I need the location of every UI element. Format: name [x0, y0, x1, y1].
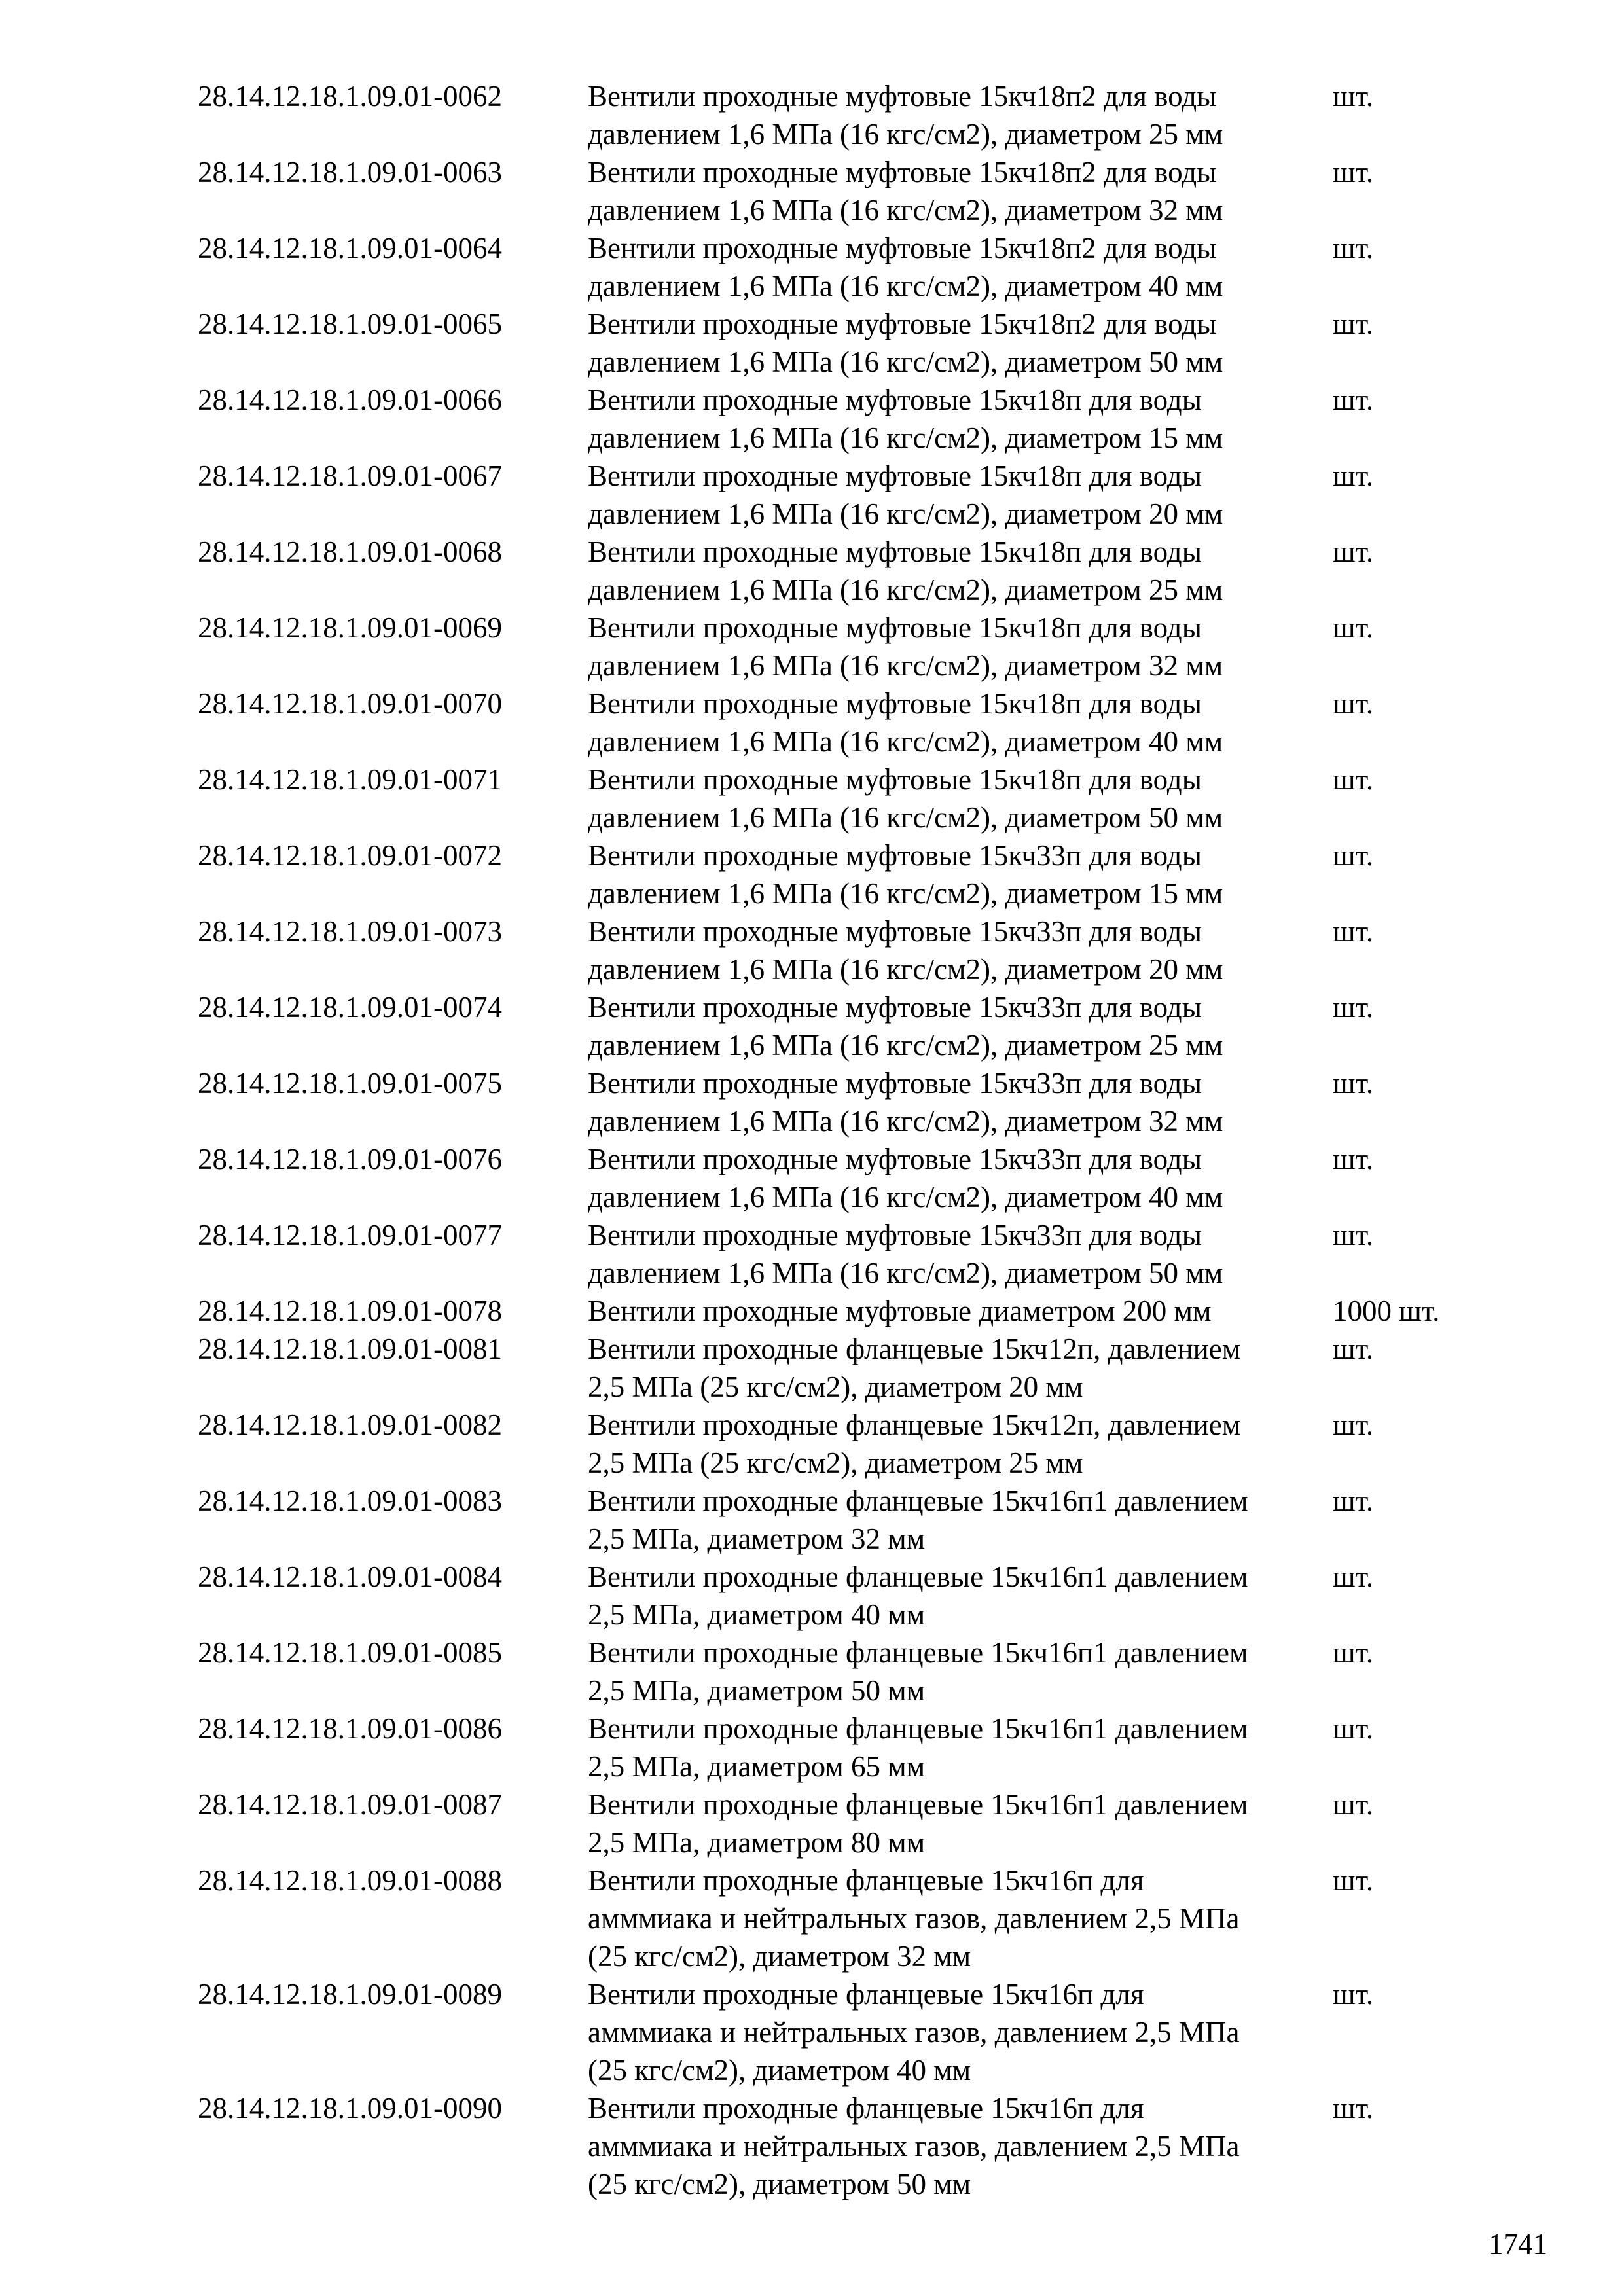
- table-row: [198, 1064, 1507, 1140]
- price-list-table: [198, 77, 1507, 2203]
- table-row: [198, 153, 1507, 229]
- table-row: [198, 609, 1507, 685]
- table-row: [198, 229, 1507, 305]
- table-row: [198, 1330, 1507, 1406]
- item-code: 28.14.12.18.1.09.01-0068: [198, 535, 502, 568]
- item-code: 28.14.12.18.1.09.01-0064: [198, 232, 502, 264]
- item-description: Вентили проходные муфтовые 15кч18п2 для воды давлением 1,6 МПа (16 кгс/см2), диаметром 50 мм: [588, 308, 1223, 378]
- item-description: Вентили проходные фланцевые 15кч16п1 давлением 2,5 МПа, диаметром 80 мм: [588, 1788, 1248, 1859]
- table-row: [198, 305, 1507, 381]
- item-code: 28.14.12.18.1.09.01-0063: [198, 156, 502, 188]
- item-description: Вентили проходные муфтовые 15кч18п для воды давлением 1,6 МПа (16 кгс/см2), диаметром 20 мм: [588, 459, 1223, 530]
- item-description: Вентили проходные муфтовые 15кч18п2 для воды давлением 1,6 МПа (16 кгс/см2), диаметром 32 мм: [588, 156, 1223, 226]
- item-unit: шт.: [1333, 1484, 1374, 1517]
- item-unit: шт.: [1333, 687, 1374, 720]
- table-row: [198, 77, 1507, 153]
- item-unit: шт.: [1333, 1067, 1374, 1100]
- item-description: Вентили проходные фланцевые 15кч16п для амммиака и нейтральных газов, давлением 2,5 МПа (25 кгс/см2), диаметром 32 мм: [588, 1864, 1240, 1973]
- item-unit: шт.: [1333, 1333, 1374, 1365]
- item-code: 28.14.12.18.1.09.01-0084: [198, 1560, 502, 1593]
- item-code: 28.14.12.18.1.09.01-0081: [198, 1333, 502, 1365]
- item-description: Вентили проходные муфтовые диаметром 200 мм: [588, 1295, 1212, 1327]
- item-code: 28.14.12.18.1.09.01-0065: [198, 308, 502, 340]
- item-unit: шт.: [1333, 1143, 1374, 1175]
- table-row: [198, 1975, 1507, 2089]
- table-row: [198, 1406, 1507, 1482]
- table-row: [198, 761, 1507, 836]
- item-description: Вентили проходные фланцевые 15кч12п, давлением 2,5 МПа (25 кгс/см2), диаметром 20 мм: [588, 1333, 1241, 1403]
- item-description: Вентили проходные муфтовые 15кч18п для воды давлением 1,6 МПа (16 кгс/см2), диаметром 32 мм: [588, 611, 1223, 682]
- item-unit: шт.: [1333, 1219, 1374, 1251]
- item-code: 28.14.12.18.1.09.01-0073: [198, 915, 502, 948]
- item-code: 28.14.12.18.1.09.01-0088: [198, 1864, 502, 1897]
- item-unit: шт.: [1333, 535, 1374, 568]
- item-unit: шт.: [1333, 991, 1374, 1024]
- item-code: 28.14.12.18.1.09.01-0074: [198, 991, 502, 1024]
- item-code: 28.14.12.18.1.09.01-0076: [198, 1143, 502, 1175]
- item-unit: шт.: [1333, 1788, 1374, 1821]
- item-unit: шт.: [1333, 308, 1374, 340]
- table-row: [198, 1785, 1507, 1861]
- table-row: [198, 533, 1507, 609]
- item-code: 28.14.12.18.1.09.01-0082: [198, 1408, 502, 1441]
- item-code: 28.14.12.18.1.09.01-0085: [198, 1636, 502, 1669]
- item-code: 28.14.12.18.1.09.01-0089: [198, 1978, 502, 2011]
- item-description: Вентили проходные муфтовые 15кч18п для воды давлением 1,6 МПа (16 кгс/см2), диаметром 50 мм: [588, 763, 1223, 834]
- item-description: Вентили проходные муфтовые 15кч18п для воды давлением 1,6 МПа (16 кгс/см2), диаметром 40 мм: [588, 687, 1223, 758]
- item-code: 28.14.12.18.1.09.01-0072: [198, 839, 502, 872]
- table-row: [198, 381, 1507, 457]
- item-unit: шт.: [1333, 1408, 1374, 1441]
- item-unit: 1000 шт.: [1333, 1295, 1440, 1327]
- table-row: [198, 1861, 1507, 1975]
- table-row: [198, 1216, 1507, 1292]
- item-unit: шт.: [1333, 763, 1374, 796]
- item-description: Вентили проходные фланцевые 15кч16п1 давлением 2,5 МПа, диаметром 50 мм: [588, 1636, 1248, 1707]
- table-row: [198, 1634, 1507, 1710]
- table-row: [198, 685, 1507, 761]
- item-code: 28.14.12.18.1.09.01-0078: [198, 1295, 502, 1327]
- item-code: 28.14.12.18.1.09.01-0067: [198, 459, 502, 492]
- table-row: [198, 2089, 1507, 2203]
- item-code: 28.14.12.18.1.09.01-0062: [198, 80, 502, 113]
- table-row: [198, 1292, 1507, 1330]
- item-description: Вентили проходные фланцевые 15кч16п1 давлением 2,5 МПа, диаметром 32 мм: [588, 1484, 1248, 1555]
- item-unit: шт.: [1333, 839, 1374, 872]
- item-unit: шт.: [1333, 611, 1374, 644]
- item-description: Вентили проходные муфтовые 15кч33п для воды давлением 1,6 МПа (16 кгс/см2), диаметром 40 мм: [588, 1143, 1223, 1213]
- item-description: Вентили проходные муфтовые 15кч18п для воды давлением 1,6 МПа (16 кгс/см2), диаметром 15 мм: [588, 384, 1223, 454]
- item-unit: шт.: [1333, 384, 1374, 416]
- item-description: Вентили проходные фланцевые 15кч16п для амммиака и нейтральных газов, давлением 2,5 МПа (25 кгс/см2), диаметром 40 мм: [588, 1978, 1240, 2087]
- item-code: 28.14.12.18.1.09.01-0083: [198, 1484, 502, 1517]
- item-code: 28.14.12.18.1.09.01-0069: [198, 611, 502, 644]
- table-row: [198, 1558, 1507, 1634]
- item-code: 28.14.12.18.1.09.01-0075: [198, 1067, 502, 1100]
- table-row: [198, 1710, 1507, 1785]
- item-description: Вентили проходные муфтовые 15кч33п для воды давлением 1,6 МПа (16 кгс/см2), диаметром 20 мм: [588, 915, 1223, 986]
- table-row: [198, 1482, 1507, 1558]
- item-code: 28.14.12.18.1.09.01-0077: [198, 1219, 502, 1251]
- item-description: Вентили проходные муфтовые 15кч18п2 для воды давлением 1,6 МПа (16 кгс/см2), диаметром 25 мм: [588, 80, 1223, 151]
- item-unit: шт.: [1333, 1636, 1374, 1669]
- table-row: [198, 912, 1507, 988]
- item-description: Вентили проходные муфтовые 15кч33п для воды давлением 1,6 МПа (16 кгс/см2), диаметром 50 мм: [588, 1219, 1223, 1289]
- item-unit: шт.: [1333, 1978, 1374, 2011]
- item-description: Вентили проходные муфтовые 15кч33п для воды давлением 1,6 МПа (16 кгс/см2), диаметром 32 мм: [588, 1067, 1223, 1138]
- item-code: 28.14.12.18.1.09.01-0070: [198, 687, 502, 720]
- item-description: Вентили проходные фланцевые 15кч16п1 давлением 2,5 МПа, диаметром 40 мм: [588, 1560, 1248, 1631]
- item-code: 28.14.12.18.1.09.01-0066: [198, 384, 502, 416]
- item-description: Вентили проходные муфтовые 15кч18п2 для воды давлением 1,6 МПа (16 кгс/см2), диаметром 40 мм: [588, 232, 1223, 302]
- item-description: Вентили проходные муфтовые 15кч33п для воды давлением 1,6 МПа (16 кгс/см2), диаметром 25 мм: [588, 991, 1223, 1062]
- item-description: Вентили проходные фланцевые 15кч16п для амммиака и нейтральных газов, давлением 2,5 МПа (25 кгс/см2), диаметром 50 мм: [588, 2092, 1240, 2200]
- item-unit: шт.: [1333, 232, 1374, 264]
- item-unit: шт.: [1333, 80, 1374, 113]
- item-unit: шт.: [1333, 1560, 1374, 1593]
- item-description: Вентили проходные фланцевые 15кч12п, давлением 2,5 МПа (25 кгс/см2), диаметром 25 мм: [588, 1408, 1241, 1479]
- page-number: 1741: [1489, 2228, 1547, 2261]
- item-code: 28.14.12.18.1.09.01-0087: [198, 1788, 502, 1821]
- table-row: [198, 1140, 1507, 1216]
- table-row: [198, 988, 1507, 1064]
- item-code: 28.14.12.18.1.09.01-0086: [198, 1712, 502, 1745]
- item-unit: шт.: [1333, 156, 1374, 188]
- item-code: 28.14.12.18.1.09.01-0090: [198, 2092, 502, 2125]
- item-description: Вентили проходные фланцевые 15кч16п1 давлением 2,5 МПа, диаметром 65 мм: [588, 1712, 1248, 1783]
- item-unit: шт.: [1333, 2092, 1374, 2125]
- item-description: Вентили проходные муфтовые 15кч33п для воды давлением 1,6 МПа (16 кгс/см2), диаметром 15 мм: [588, 839, 1223, 910]
- item-unit: шт.: [1333, 1864, 1374, 1897]
- item-description: Вентили проходные муфтовые 15кч18п для воды давлением 1,6 МПа (16 кгс/см2), диаметром 25 мм: [588, 535, 1223, 606]
- item-unit: шт.: [1333, 1712, 1374, 1745]
- item-unit: шт.: [1333, 915, 1374, 948]
- table-row: [198, 457, 1507, 533]
- table-row: [198, 836, 1507, 912]
- item-unit: шт.: [1333, 459, 1374, 492]
- item-code: 28.14.12.18.1.09.01-0071: [198, 763, 502, 796]
